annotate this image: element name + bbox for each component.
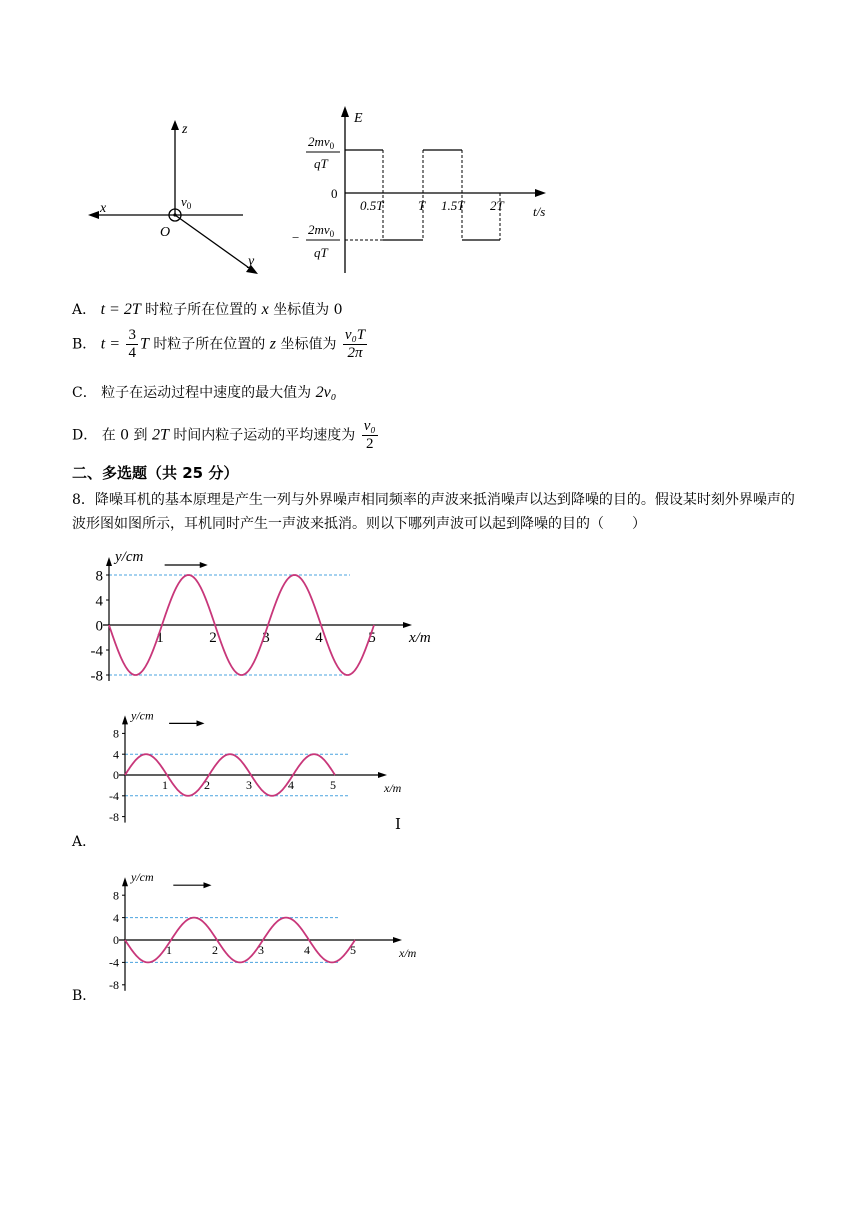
y-tick-label: -4	[109, 789, 119, 803]
x-axis-label: x/m	[384, 781, 402, 795]
fraction-v0T-2pi: $\frac{\text{v₀T}}{2\pi}$	[344, 327, 366, 361]
tick-1.5T: 1.5T	[441, 198, 465, 213]
e-arrow-icon	[341, 106, 349, 117]
y-tick-label: -4	[90, 643, 103, 660]
y-tick-label: 0	[113, 933, 119, 948]
propagation-arrow-icon	[204, 882, 212, 888]
tick-2T: 2T	[490, 198, 504, 213]
fraction-v0-2: $\frac{\text{v₀}}{2}$	[363, 418, 376, 452]
propagation-arrow-icon	[200, 562, 208, 568]
x-tick-label: 1	[166, 943, 172, 957]
x-tick-label: 1	[156, 630, 164, 646]
coordinate-figure	[80, 115, 270, 285]
velocity-dot-icon	[173, 213, 176, 216]
y-arrow-icon	[106, 557, 112, 566]
z-arrow-icon	[171, 120, 179, 130]
section-title: 二、多选题（共 25 分）	[72, 464, 239, 482]
x-tick-label: 3	[262, 630, 270, 646]
y-arrow-icon	[122, 715, 128, 724]
x-tick-label: 2	[209, 630, 217, 646]
propagation-arrow-icon	[197, 720, 205, 726]
x-arrow-icon	[393, 937, 402, 943]
y-tick-label: 8	[113, 888, 119, 903]
q8-option-b-label[interactable]: B．	[72, 988, 97, 1004]
y-tick-label: -8	[90, 668, 103, 685]
x-tick-label: 5	[350, 943, 356, 957]
y-label: y	[248, 254, 255, 269]
q8-option-a-label[interactable]: A．	[72, 834, 97, 850]
neg-level-numerator: $2mv_0$	[308, 222, 335, 239]
x-tick-label: 5	[368, 630, 376, 646]
y-tick-label: -8	[109, 978, 119, 992]
t-arrow-icon	[535, 189, 546, 197]
neg-sign: −	[292, 230, 300, 245]
y-arrow-icon	[122, 877, 128, 886]
y-tick-label: 0	[113, 768, 119, 783]
y-tick-label: -4	[109, 955, 119, 970]
tick-T: T	[418, 198, 426, 213]
zero-label: 0	[331, 186, 338, 201]
x-tick-label: 3	[246, 778, 252, 792]
origin-label: O	[160, 225, 171, 240]
pos-level-denominator: qT	[314, 156, 328, 171]
x-tick-label: 4	[304, 943, 310, 957]
y-tick-label: 8	[95, 568, 103, 585]
tick-0.5T: 0.5T	[360, 198, 384, 213]
x-tick-label: 2	[212, 943, 218, 957]
option-b-wave-chart	[95, 868, 420, 993]
x-tick-label: 3	[258, 943, 264, 957]
z-label: z	[182, 122, 188, 137]
x-axis-label: x/m	[409, 630, 431, 646]
x-tick-label: 5	[330, 778, 336, 792]
y-tick-label: 4	[113, 910, 119, 925]
y-tick-label: 8	[113, 726, 119, 741]
y-tick-label: 4	[113, 747, 119, 762]
x-tick-label: 2	[204, 778, 210, 792]
x-label: x	[100, 201, 107, 216]
q7-option-d[interactable]: D． 在 0 到 2T 时间内粒子运动的平均速度为 $\frac{\text{v₀}}{2}$	[72, 418, 376, 452]
neg-level-denominator: qT	[314, 245, 328, 260]
pos-level-numerator: $2mv_0$	[308, 134, 335, 151]
y-tick-label: -8	[109, 809, 119, 824]
y-axis-label: y/cm	[131, 710, 154, 723]
y-axis	[175, 215, 252, 270]
y-axis-label: y/cm	[115, 549, 144, 565]
y-tick-label: 0	[95, 618, 103, 635]
q8-stem: 8．降噪耳机的基本原理是产生一列与外界噪声相同频率的声波来抵消噪声以达到降噪的目的。假设某时刻外界噪声的波形图如图所示，耳机同时产生一声波来抵消。则以下哪列声波可以起到降噪的目的（ ）	[72, 492, 795, 532]
x-axis-label: x/m	[399, 946, 417, 960]
x-tick-label: 1	[162, 778, 168, 792]
stray-mark: I	[395, 815, 401, 833]
fraction-3-4: $\frac{3}{4}$	[128, 327, 136, 361]
e-label: E	[354, 111, 363, 126]
t-label: t/s	[533, 204, 546, 219]
x-tick-label: 4	[288, 778, 294, 792]
q7-option-b[interactable]: B． t = $\frac{3}{4}$ T 时粒子所在位置的 z 坐标值为 $\frac{\text{v₀T}}{2\pi}$	[72, 327, 366, 361]
x-tick-label: 4	[315, 630, 323, 646]
option-a-wave-chart	[95, 710, 405, 830]
x-arrow-icon	[403, 622, 412, 628]
q7-option-c[interactable]: C． 粒子在运动过程中速度的最大值为 2v₀	[72, 384, 337, 401]
x-arrow-icon	[88, 211, 99, 219]
noise-wave-chart	[85, 545, 445, 690]
x-arrow-icon	[378, 772, 387, 778]
y-axis-label: y/cm	[131, 870, 154, 885]
velocity-label: $v_0$	[181, 194, 192, 211]
y-tick-label: 4	[95, 593, 103, 610]
efield-figure	[290, 100, 570, 280]
q7-option-a[interactable]: A． t = 2T 时粒子所在位置的 x 坐标值为 0	[72, 301, 343, 318]
